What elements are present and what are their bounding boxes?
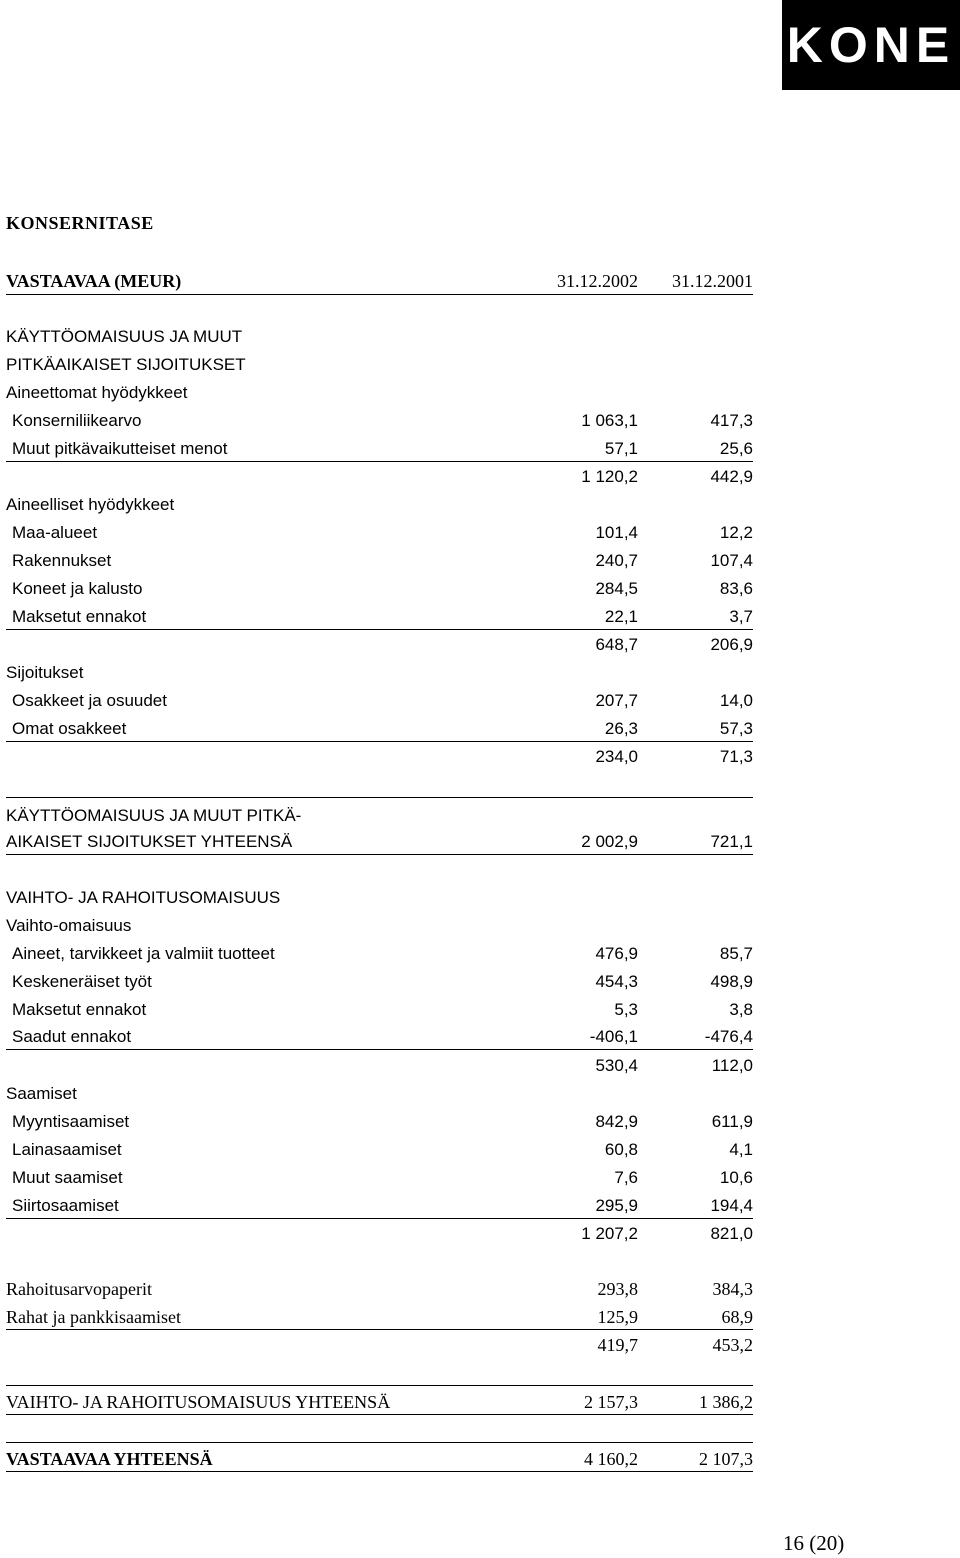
subsection-heading: Aineelliset hyödykkeet	[6, 495, 175, 514]
table-row: Aineet, tarvikkeet ja valmiit tuotteet 476,9 85,7	[12, 944, 753, 963]
header-label: VASTAAVAA (MEUR)	[6, 271, 182, 291]
table-row: Myyntisaamiset 842,9 611,9	[12, 1112, 753, 1131]
table-row: Saadut ennakot -406,1 -476,4	[6, 1025, 753, 1050]
divider	[6, 1442, 753, 1443]
page-number: 16 (20)	[783, 1531, 845, 1555]
table-row: Maa-alueet 101,4 12,2	[12, 523, 753, 542]
divider	[6, 1385, 753, 1386]
total-row: VAIHTO- JA RAHOITUSOMAISUUS YHTEENSÄ 2 157,3 1 386,2	[6, 1390, 753, 1415]
subtotal-row: 648,7 206,9	[595, 635, 753, 654]
subsection-heading: Saamiset	[6, 1084, 77, 1103]
table-row: Keskeneräiset työt 454,3 498,9	[12, 972, 753, 991]
table-row: Maksetut ennakot 22,1 3,7	[6, 605, 753, 630]
divider	[6, 797, 753, 798]
table-row: Muut saamiset 7,6 10,6	[12, 1168, 753, 1187]
table-row: Lainasaamiset 60,8 4,1	[12, 1140, 753, 1159]
grand-total-row: VASTAAVAA YHTEENSÄ 4 160,2 2 107,3	[6, 1447, 753, 1472]
page-title: KONSERNITASE	[6, 213, 154, 233]
table-row: Maksetut ennakot 5,3 3,8	[12, 1000, 753, 1019]
section-heading: KÄYTTÖOMAISUUS JA MUUT	[6, 327, 243, 346]
subsection-heading: Aineettomat hyödykkeet	[6, 383, 188, 402]
subtotal-row: 419,7 453,2	[597, 1335, 753, 1355]
total-heading: KÄYTTÖOMAISUUS JA MUUT PITKÄ-	[6, 806, 302, 825]
table-row: Omat osakkeet 26,3 57,3	[6, 717, 753, 742]
subtotal-row: 530,4 112,0	[595, 1056, 753, 1075]
table-row: Rahoitusarvopaperit 293,8 384,3	[6, 1279, 753, 1299]
table-row: Siirtosaamiset 295,9 194,4	[6, 1194, 753, 1219]
table-row: Muut pitkävaikutteiset menot 57,1 25,6	[6, 437, 753, 462]
table-row: Rakennukset 240,7 107,4	[12, 551, 753, 570]
table-row: Osakkeet ja osuudet 207,7 14,0	[12, 691, 753, 710]
header-col-2002: 31.12.2002	[557, 271, 638, 291]
subtotal-row: 1 207,2 821,0	[581, 1224, 753, 1243]
kone-logo: KONE	[782, 0, 960, 90]
table-header	[6, 270, 753, 295]
section-heading: VAIHTO- JA RAHOITUSOMAISUUS	[6, 888, 281, 907]
subtotal-row: 1 120,2 442,9	[581, 467, 753, 486]
total-row: AIKAISET SIJOITUKSET YHTEENSÄ 2 002,9 721,1	[6, 830, 753, 855]
subsection-heading: Sijoitukset	[6, 663, 84, 682]
table-row: Koneet ja kalusto 284,5 83,6	[12, 579, 753, 598]
subsection-heading: Vaihto-omaisuus	[6, 916, 132, 935]
table-row: Konserniliikearvo 1 063,1 417,3	[12, 411, 753, 430]
header-col-2001: 31.12.2001	[672, 271, 753, 291]
subtotal-row: 234,0 71,3	[595, 747, 753, 766]
section-heading: PITKÄAIKAISET SIJOITUKSET	[6, 355, 246, 374]
table-row: Rahat ja pankkisaamiset 125,9 68,9	[6, 1305, 753, 1330]
